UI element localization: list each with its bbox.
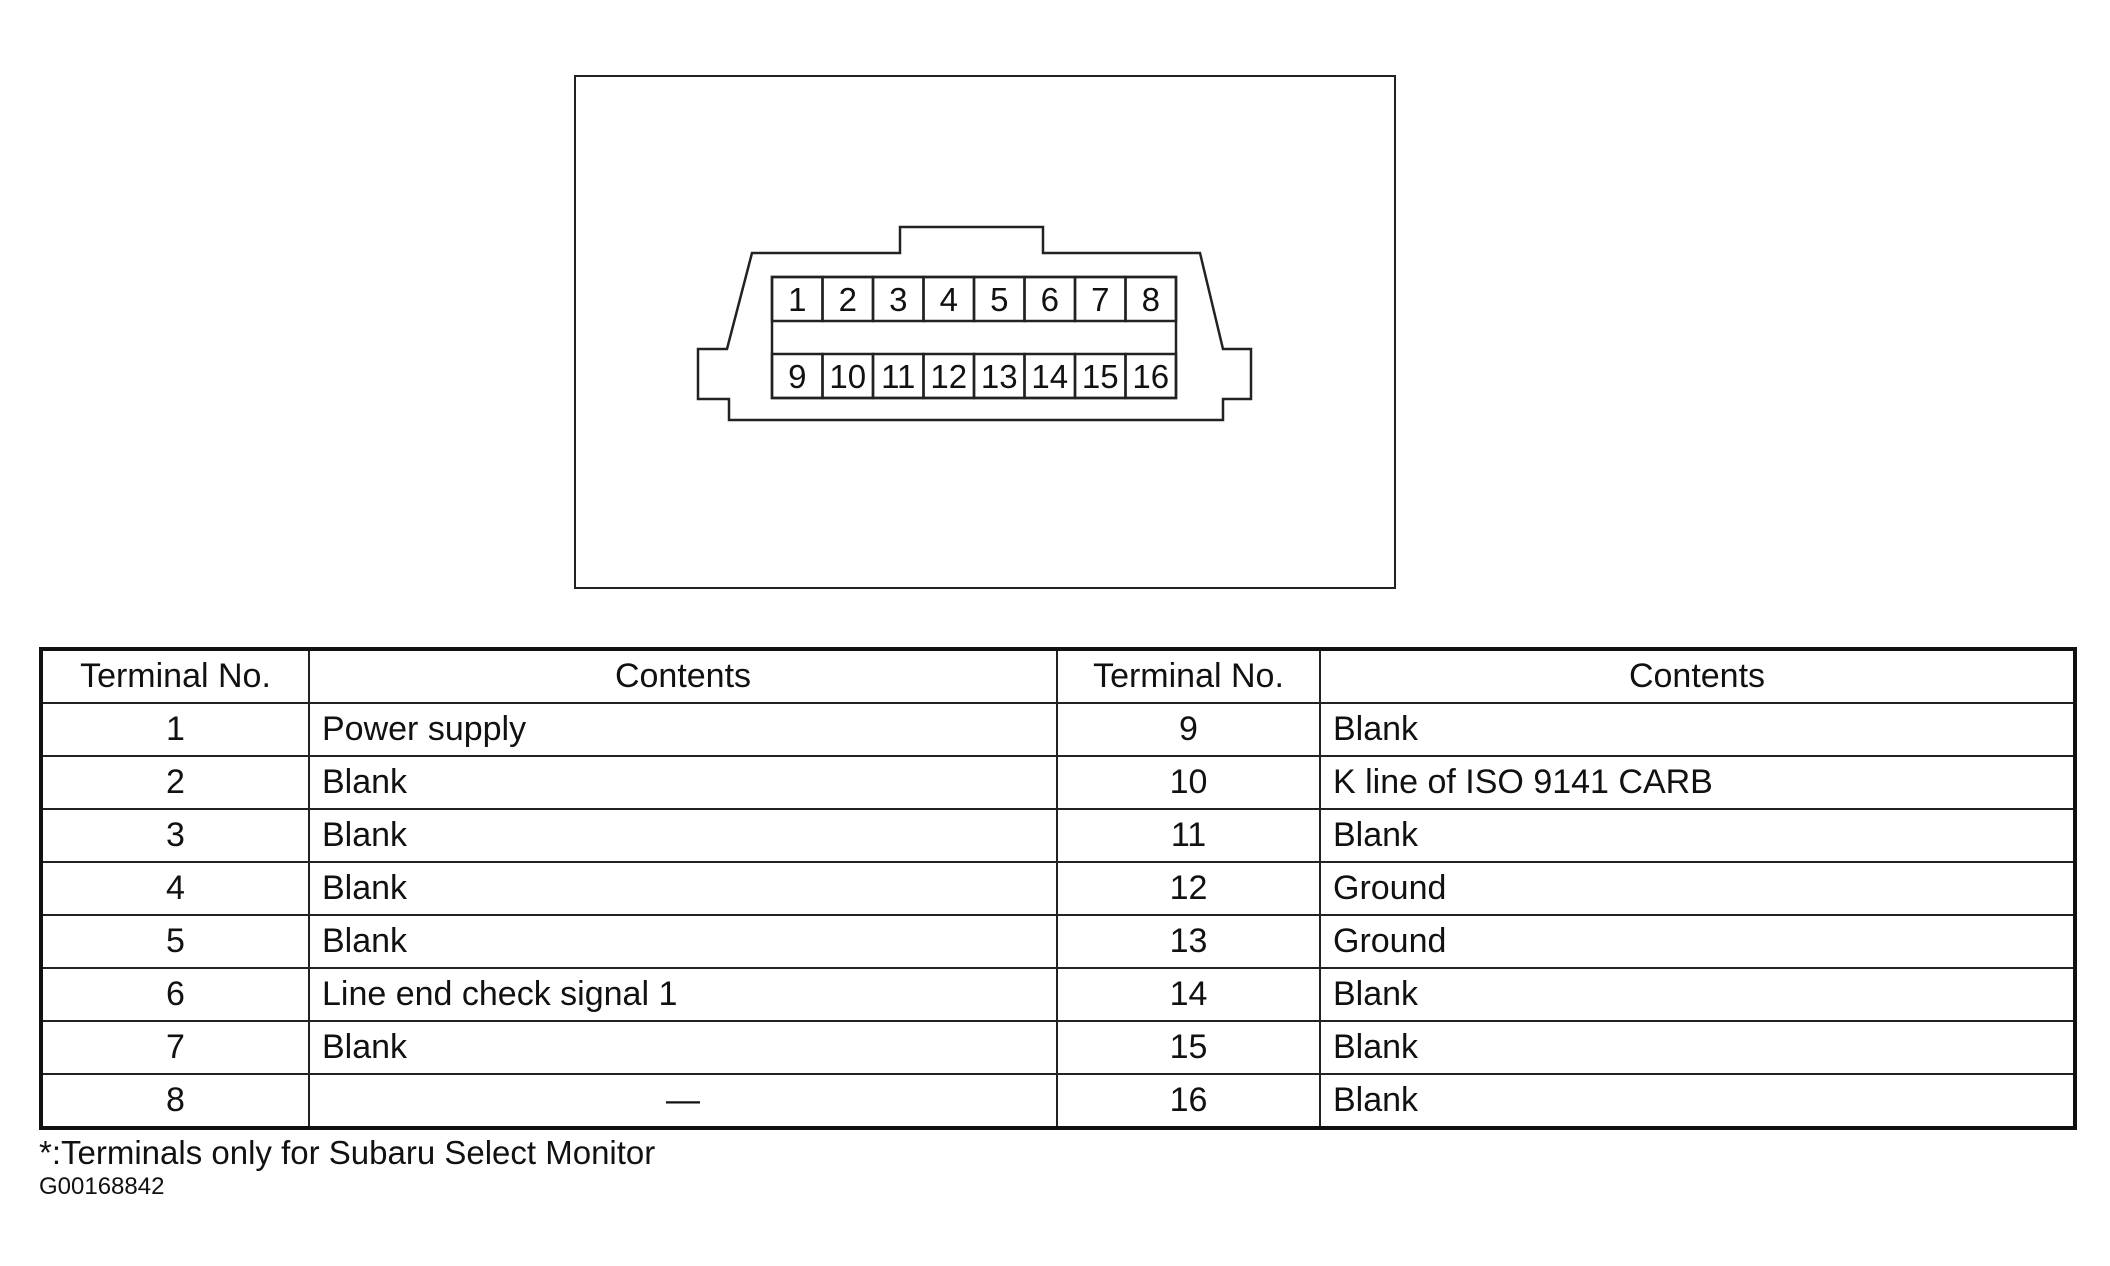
pin-number-label: 16	[1132, 358, 1170, 395]
header-contents-right: Contents	[1320, 649, 2075, 703]
pin-number-label: 11	[881, 358, 916, 395]
table-row	[41, 756, 2075, 809]
connector-figure	[574, 75, 1396, 589]
terminal-no-cell: 16	[1057, 1074, 1320, 1128]
figure-id: G00168842	[39, 1173, 165, 1200]
pin-number-label: 10	[829, 358, 867, 395]
contents-cell: Blank	[1320, 703, 2075, 756]
contents-cell: Blank	[1320, 809, 2075, 862]
pin-number-label: 2	[838, 281, 857, 318]
terminal-no-cell: 6	[41, 968, 309, 1021]
table-row	[41, 1074, 2075, 1128]
header-contents-left: Contents	[309, 649, 1057, 703]
pin-number-label: 5	[990, 281, 1009, 318]
contents-cell: Blank	[1320, 1074, 2075, 1128]
table-row	[41, 1021, 2075, 1074]
terminal-table	[39, 647, 2077, 1130]
table-row	[41, 809, 2075, 862]
connector-diagram	[576, 77, 1394, 587]
contents-cell: Blank	[309, 809, 1057, 862]
table-row	[41, 968, 2075, 1021]
terminal-no-cell: 7	[41, 1021, 309, 1074]
pin-number-label: 13	[980, 358, 1018, 395]
pin-number-label: 12	[930, 358, 968, 395]
pin-number-label: 1	[788, 281, 807, 318]
terminal-no-cell: 15	[1057, 1021, 1320, 1074]
pin-number-label: 3	[889, 281, 908, 318]
contents-cell: —	[309, 1074, 1057, 1128]
terminal-no-cell: 1	[41, 703, 309, 756]
table-row	[41, 915, 2075, 968]
table-header-row	[41, 649, 2075, 703]
contents-cell: Power supply	[309, 703, 1057, 756]
terminal-no-cell: 2	[41, 756, 309, 809]
terminal-no-cell: 11	[1057, 809, 1320, 862]
contents-cell: K line of ISO 9141 CARB	[1320, 756, 2075, 809]
contents-cell: Blank	[309, 862, 1057, 915]
terminal-no-cell: 8	[41, 1074, 309, 1128]
pin-number-label: 8	[1141, 281, 1160, 318]
terminal-no-cell: 12	[1057, 862, 1320, 915]
contents-cell: Blank	[1320, 1021, 2075, 1074]
contents-cell: Blank	[309, 756, 1057, 809]
pin-number-label: 7	[1091, 281, 1110, 318]
contents-cell: Blank	[309, 1021, 1057, 1074]
header-terminal-no-left: Terminal No.	[41, 649, 309, 703]
contents-cell: Ground	[1320, 862, 2075, 915]
table-row	[41, 703, 2075, 756]
terminal-no-cell: 5	[41, 915, 309, 968]
contents-cell: Ground	[1320, 915, 2075, 968]
header-terminal-no-right: Terminal No.	[1057, 649, 1320, 703]
terminal-no-cell: 14	[1057, 968, 1320, 1021]
pin-number-label: 4	[939, 281, 958, 318]
terminal-no-cell: 3	[41, 809, 309, 862]
pin-number-label: 6	[1040, 281, 1059, 318]
pin-number-label: 14	[1031, 358, 1069, 395]
footnote: *:Terminals only for Subaru Select Monitor	[39, 1134, 656, 1171]
contents-cell: Blank	[1320, 968, 2075, 1021]
terminal-no-cell: 4	[41, 862, 309, 915]
contents-cell: Line end check signal 1	[309, 968, 1057, 1021]
terminal-no-cell: 9	[1057, 703, 1320, 756]
pin-number-label: 15	[1081, 358, 1119, 395]
pin-number-label: 9	[788, 358, 807, 395]
contents-cell: Blank	[309, 915, 1057, 968]
terminal-no-cell: 13	[1057, 915, 1320, 968]
table-row	[41, 862, 2075, 915]
terminal-no-cell: 10	[1057, 756, 1320, 809]
